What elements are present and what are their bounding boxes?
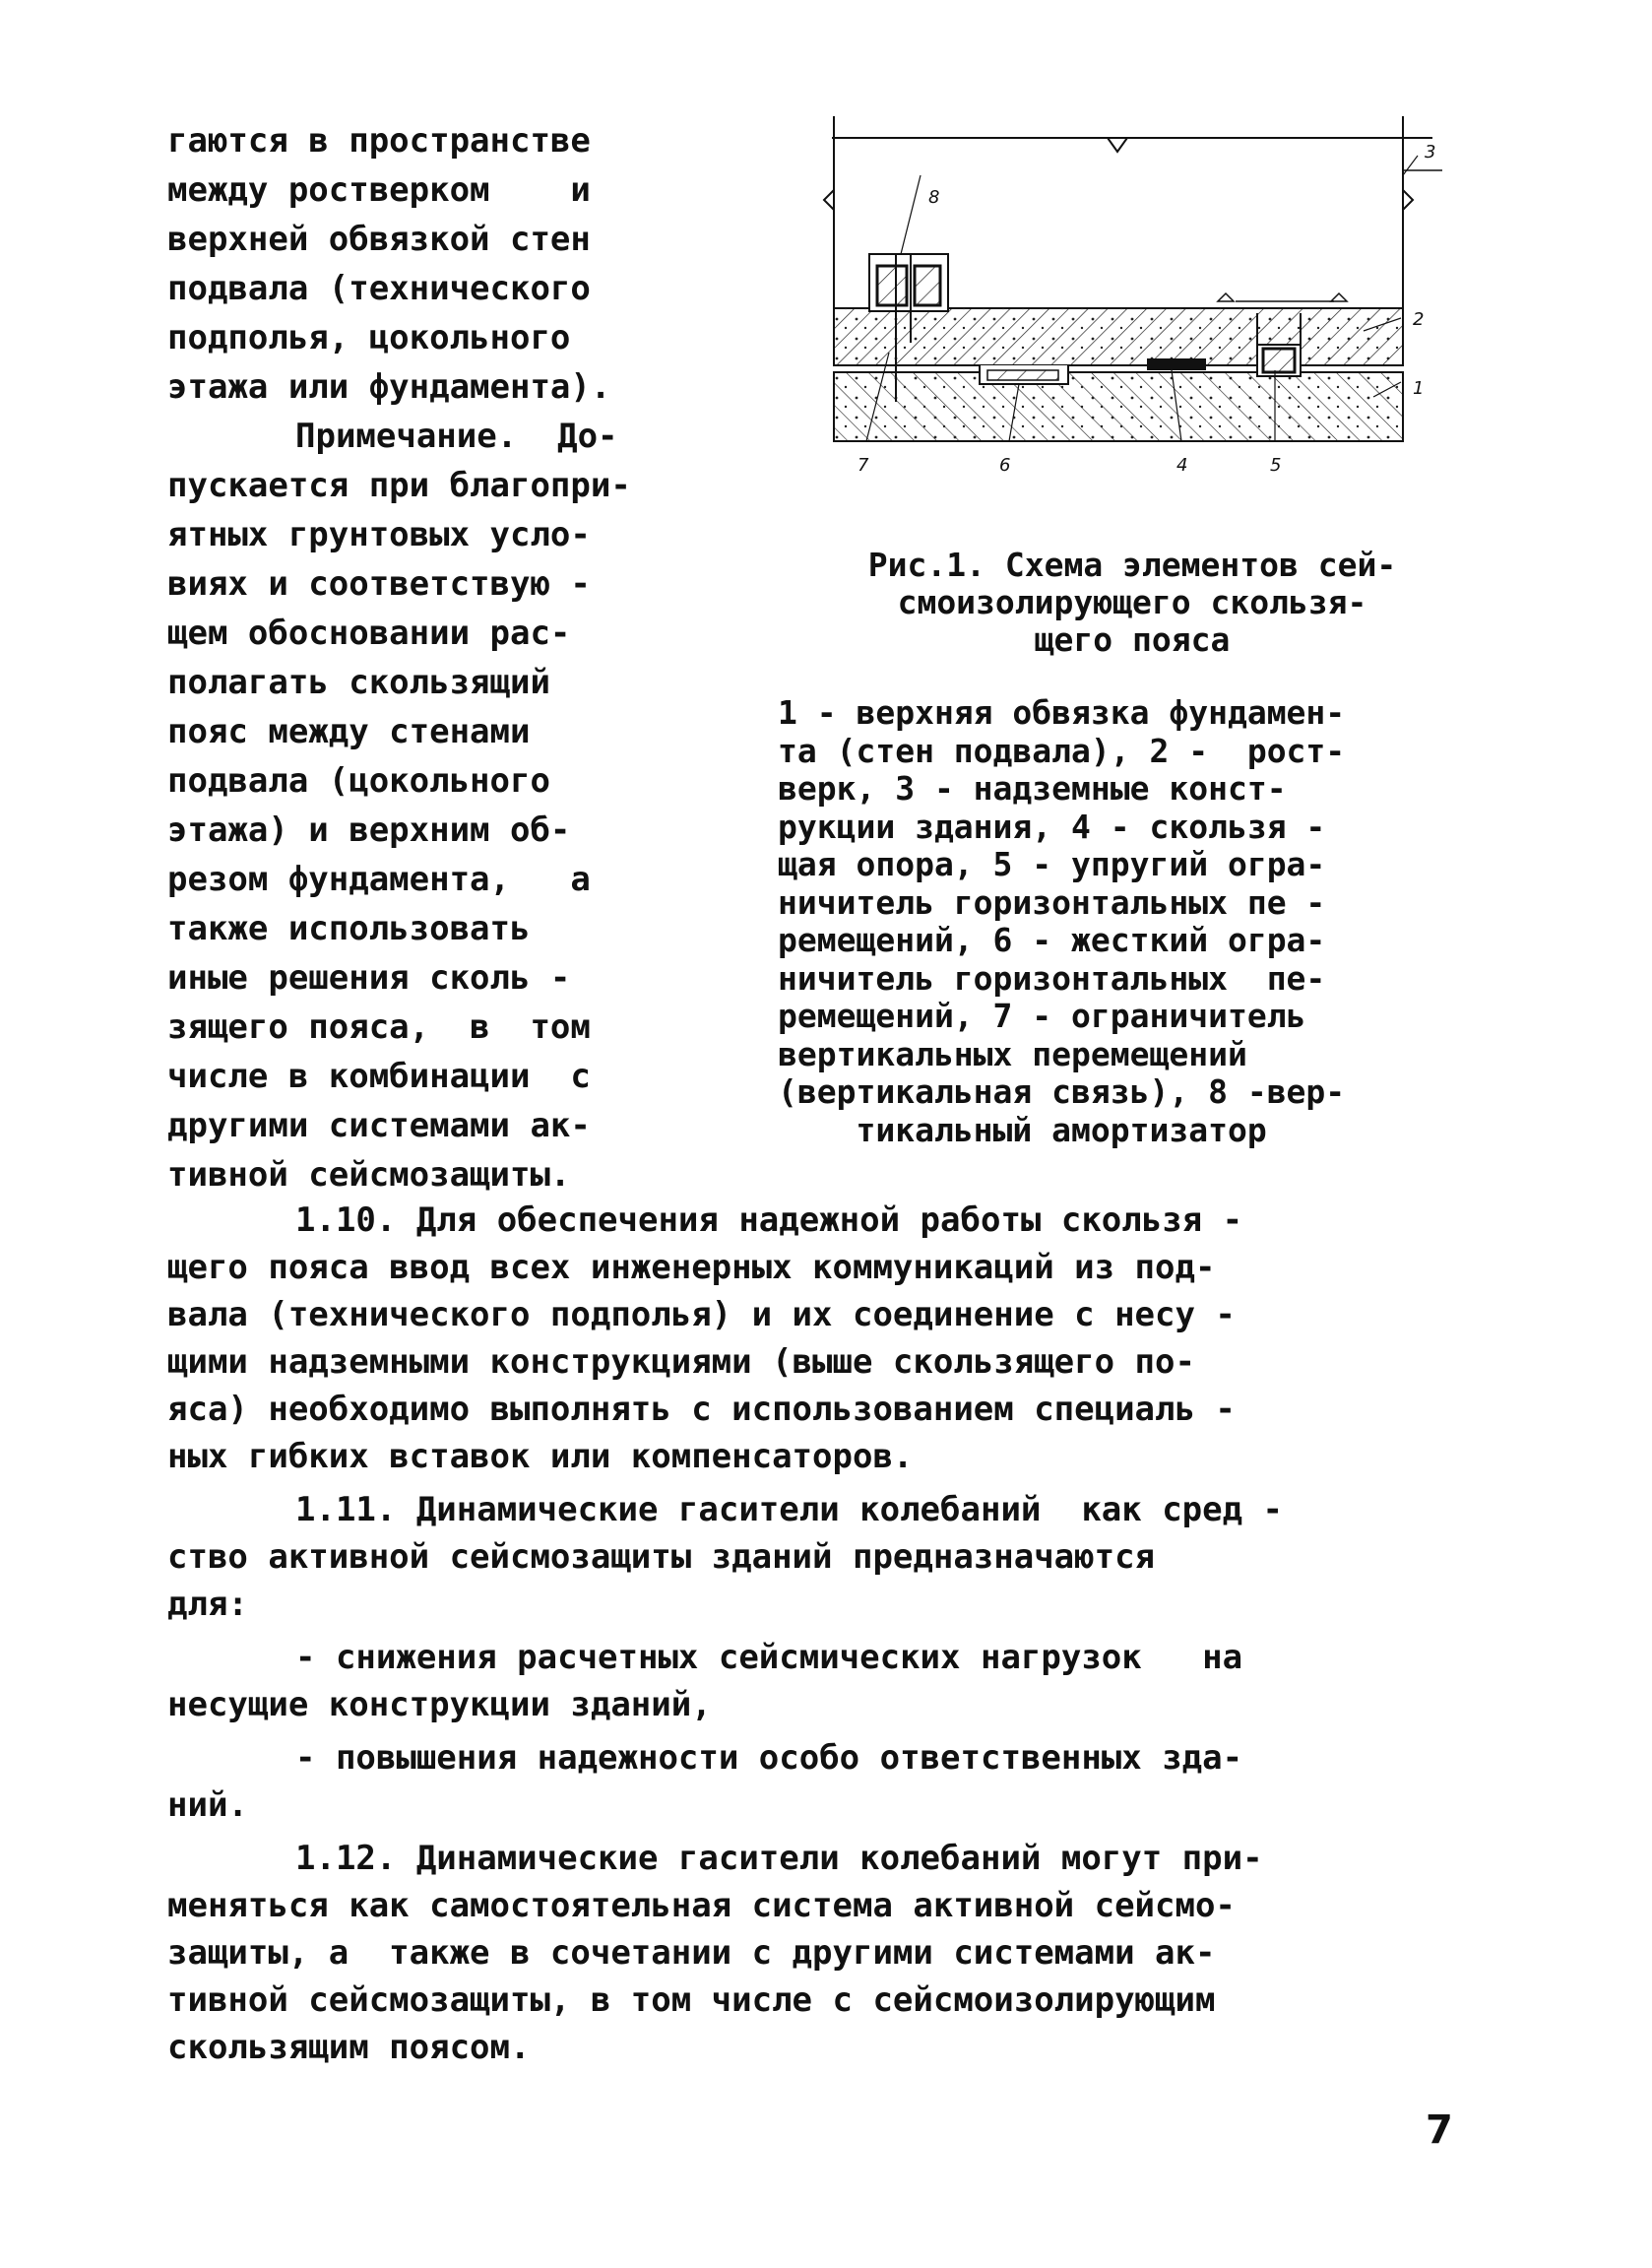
legend-line: вертикальных перемещений [778,1034,1247,1073]
text-line: тивной сейсмозащиты. [167,1155,571,1195]
text-line: ний. [167,1785,248,1825]
text-line: для: [167,1585,248,1624]
text-line: другими системами ак- [167,1106,591,1145]
text-line: подвала (технического [167,269,591,308]
text-line: подвала (цокольного [167,761,550,801]
text-line: верхней обвязкой стен [167,220,591,259]
caption-line: щего пояса [1034,620,1231,659]
text-line: защиты, а также в сочетании с другими системами ак- [167,1933,1216,1973]
legend-line: рукции здания, 4 - скользя - [778,807,1326,846]
level-marks [1218,293,1347,301]
text-line: полагать скользящий [167,663,550,702]
label-3: 3 [1425,142,1436,162]
page-number: 7 [1426,2107,1453,2153]
label-2: 2 [1413,309,1425,330]
legend-line: 1 - верхняя обвязка фундамен- [778,693,1346,732]
label-1: 1 [1413,378,1425,399]
body-text [167,1197,1496,2071]
legend-line: та (стен подвала), 2 - рост- [778,731,1346,770]
text-line: 1.10. Для обеспечения надежной работы скользя - [295,1200,1243,1240]
bullet-reduce-loads [167,1634,1496,1728]
left-column-text [167,116,738,1199]
legend-line: ремещений, 7 - ограничитель [778,997,1306,1035]
text-line: - повышения надежности особо ответственных зда- [295,1738,1243,1778]
text-line: меняться как самостоятельная система активной сейсмо- [167,1886,1236,1925]
text-line: иные решения сколь - [167,958,571,998]
text-line: числе в комбинации с [167,1057,591,1096]
text-line: яса) необходимо выполнять с использованием специаль - [167,1390,1236,1429]
legend-line: ремещений, 6 - жесткий огра- [778,921,1326,959]
legend-line: (вертикальная связь), 8 -вер- [778,1072,1346,1111]
legend-line: щая опора, 5 - упругий огра- [778,845,1326,883]
text-line: тивной сейсмозащиты, в том числе с сейсмоизолирующим [167,1980,1216,2020]
legend-line: тикальный амортизатор [778,1110,1267,1149]
text-line: щего пояса ввод всех инженерных коммуникаций из под- [167,1248,1216,1287]
label-6: 6 [999,455,1011,476]
text-line: ных гибких вставок или компенсаторов. [167,1437,914,1476]
note-heading: Примечание. До- [295,417,618,456]
caption-line: Рис.1. Схема элементов сей- [867,546,1397,584]
legend-line: ничитель горизонтальных пе- [778,958,1326,998]
text-line: виях и соответствую - [167,564,591,604]
legend-line: ничитель горизонтальных пе - [778,882,1326,922]
text-line: пускается при благопри- [167,466,631,505]
foundation-layer [834,372,1403,441]
grillage-layer [834,308,1403,365]
figure-legend [778,694,1487,1149]
paragraph-1-12 [167,1835,1496,2071]
text-line: зящего пояса, в том [167,1007,591,1047]
text-line: между ростверком и [167,170,591,210]
sliding-belt-diagram [812,116,1452,500]
text-line: скользящим поясом. [167,2028,531,2067]
legend-line: верк, 3 - надземные конст- [778,769,1287,808]
label-5: 5 [1270,455,1282,476]
rigid-limiter [980,365,1068,384]
label-7: 7 [858,455,869,476]
text-line: этажа) и верхним об- [167,810,571,850]
text-line: щими надземными конструкциями (выше скользящего по- [167,1342,1195,1382]
text-line: несущие конструкции зданий, [167,1685,712,1724]
paragraph-1-11 [167,1486,1496,1628]
caption-line: смоизолирующего скользя- [897,583,1367,621]
text-line: ство активной сейсмозащиты зданий предназначаются [167,1537,1156,1577]
text-line: - снижения расчетных сейсмических нагрузок на [295,1638,1243,1677]
text-line: 1.11. Динамические гасители колебаний как сред - [295,1490,1284,1529]
text-line: вала (технического подполья) и их соединение с несу - [167,1295,1236,1334]
sliding-bearing [1147,358,1206,370]
text-line: гаются в пространстве [167,121,591,161]
text-line: подполья, цокольного [167,318,571,357]
paragraph-1-10 [167,1197,1496,1480]
bullet-increase-reliability [167,1734,1496,1829]
text-line: щем обосновании рас- [167,614,571,653]
text-line: также использовать [167,909,531,948]
label-8: 8 [928,187,940,208]
text-line: пояс между стенами [167,712,531,751]
text-line: резом фундамента, а [167,860,591,899]
text-line: этажа или фундамента). [167,367,611,407]
text-line: 1.12. Динамические гасители колебаний могут при- [295,1839,1263,1878]
figure-caption [778,547,1487,659]
text-line: ятных грунтовых усло- [167,515,591,554]
label-4: 4 [1176,455,1188,476]
